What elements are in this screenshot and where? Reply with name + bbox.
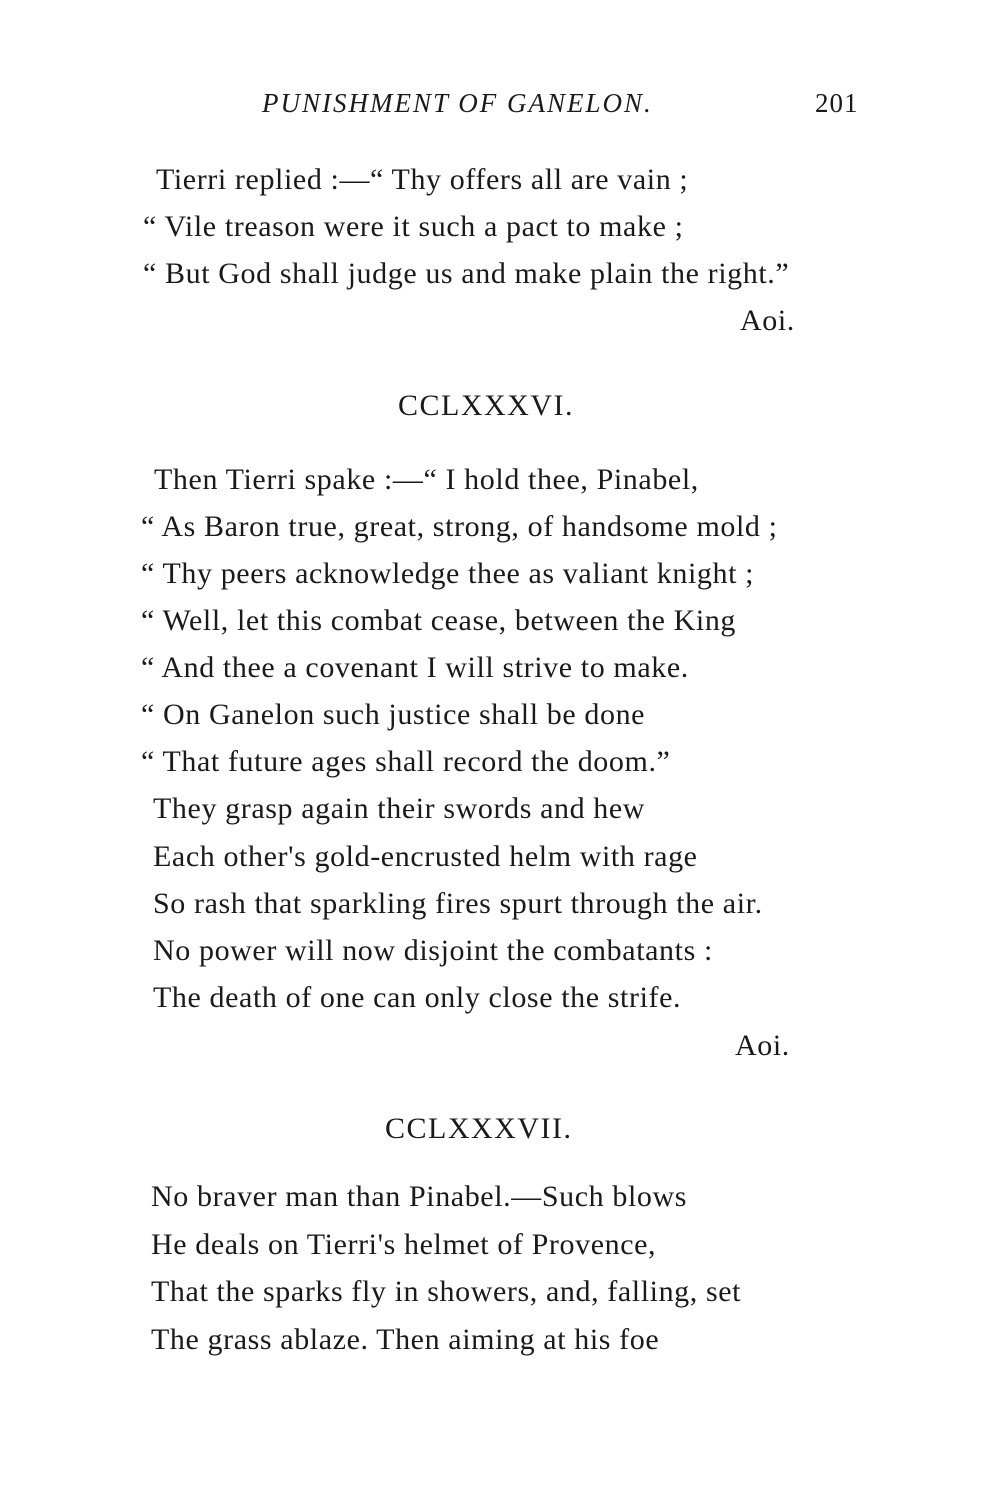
verse-line: No braver man than Pinabel.—Such blows — [151, 1180, 688, 1213]
page-number: 201 — [815, 88, 859, 118]
running-head — [0, 88, 1000, 128]
verse-line: “ Thy peers acknowledge thee as valiant knight ; — [141, 557, 755, 590]
verse-line: “ Well, let this combat cease, between the King — [141, 604, 737, 637]
verse-line: “ On Ganelon such justice shall be done — [141, 698, 646, 731]
verse-line: He deals on Tierri's helmet of Provence, — [151, 1228, 657, 1261]
verse-line: “ That future ages shall record the doom.” — [141, 745, 671, 778]
verse-line: “ As Baron true, great, strong, of handsome mold ; — [141, 510, 778, 543]
section-heading: CCLXXXVII. — [385, 1112, 573, 1145]
running-title: PUNISHMENT OF GANELON. — [262, 88, 653, 118]
verse-line: They grasp again their swords and hew — [153, 792, 646, 825]
verse-line: The death of one can only close the strife. — [153, 981, 682, 1014]
verse-line: Tierri replied :—“ Thy offers all are vain ; — [156, 163, 689, 196]
verse-line: Then Tierri spake :—“ I hold thee, Pinabel, — [154, 463, 699, 496]
verse-line: So rash that sparkling fires spurt through the air. — [153, 887, 763, 920]
verse-line: “ And thee a covenant I will strive to make. — [141, 651, 689, 684]
verse-line: No power will now disjoint the combatants : — [153, 934, 713, 967]
refrain-aoi: Aoi. — [735, 1029, 790, 1062]
verse-line: The grass ablaze. Then aiming at his foe — [151, 1323, 660, 1356]
verse-line: “ Vile treason were it such a pact to make ; — [143, 210, 684, 243]
section-heading: CCLXXXVI. — [398, 389, 574, 422]
verse-line: Each other's gold-encrusted helm with rage — [153, 840, 698, 873]
verse-line: That the sparks fly in showers, and, falling, set — [151, 1275, 742, 1308]
refrain-aoi: Aoi. — [740, 304, 795, 337]
verse-line: “ But God shall judge us and make plain the right.” — [143, 257, 790, 290]
